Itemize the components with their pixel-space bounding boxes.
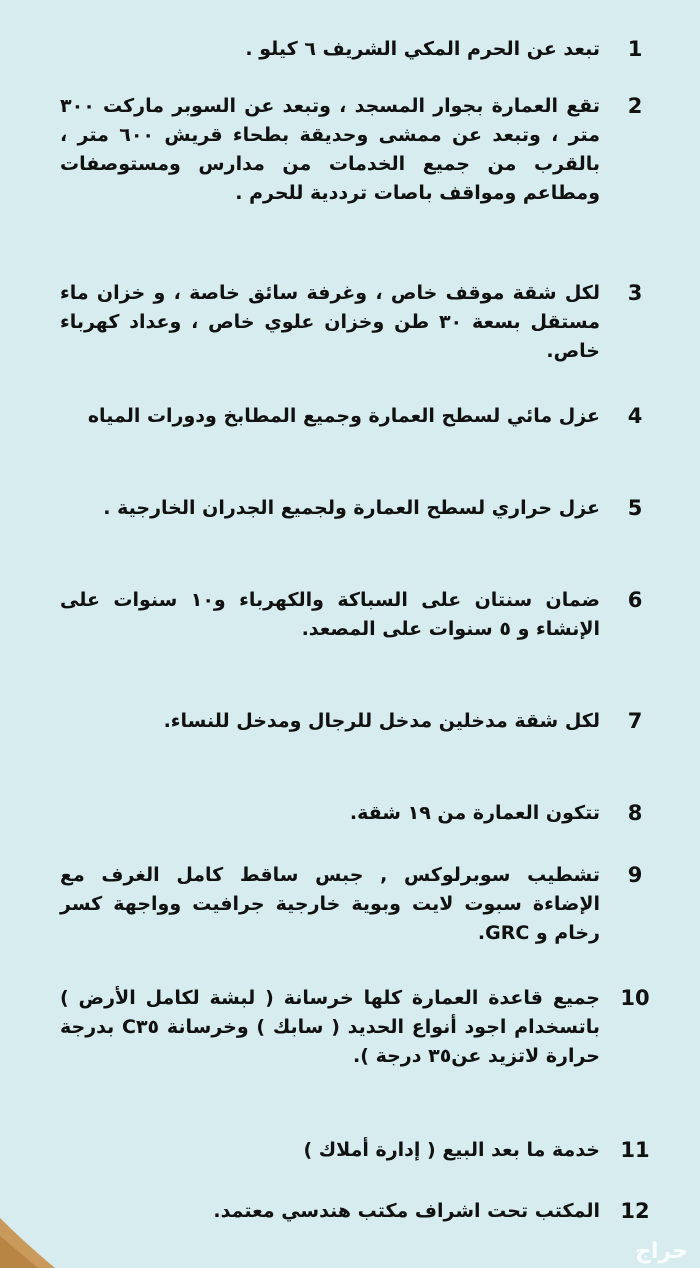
list-item <box>60 586 670 644</box>
list-item <box>60 1197 670 1226</box>
item-number: 9 <box>627 863 643 887</box>
item-text: تبعد عن الحرم المكي الشريف ٦ كيلو . <box>245 38 600 60</box>
list-item <box>60 402 670 431</box>
list-item <box>60 707 670 736</box>
item-number: 10 <box>620 986 650 1010</box>
item-number: 2 <box>627 94 643 118</box>
item-text: تتكون العمارة من ١٩ شقة. <box>349 802 600 824</box>
list-item <box>60 35 670 64</box>
item-number: 11 <box>620 1138 650 1162</box>
item-text: جميع قاعدة العمارة كلها خرسانة ( لبشة لكامل الأرض ) باتسخدام اجود أنواع الحديد ( سابك ) وخرسانة C٣٥ بدرجة حرارة لاتزيد عن٣٥ درجة ). <box>60 987 600 1067</box>
item-text: عزل حراري لسطح العمارة ولجميع الجدران الخارجية . <box>103 497 600 519</box>
list-item <box>60 799 670 828</box>
item-text: خدمة ما بعد البيع ( إدارة أملاك ) <box>303 1139 600 1161</box>
item-number: 1 <box>627 37 643 61</box>
item-number: 8 <box>627 801 643 825</box>
item-number: 5 <box>627 496 643 520</box>
item-text: المكتب تحت اشراف مكتب هندسي معتمد. <box>213 1200 600 1222</box>
list-item <box>60 279 670 366</box>
item-text: ضمان سنتان على السباكة والكهرباء و١٠ سنوات على الإنشاء و ٥ سنوات على المصعد. <box>60 589 600 640</box>
item-text: لكل شقة مدخلين مدخل للرجال ومدخل للنساء. <box>163 710 600 732</box>
list-item <box>60 984 670 1071</box>
item-number: 6 <box>627 588 643 612</box>
list-item <box>60 92 670 208</box>
list-item <box>60 861 670 948</box>
item-text: تقع العمارة بجوار المسجد ، وتبعد عن السوبر ماركت ٣٠٠ متر ، وتبعد عن ممشى وحديقة بطحاء قريش ٦٠٠ متر ، بالقرب من جميع الخدمات من مدارس ومستوصفات ومطاعم ومواقف باصات ترددية للحرم . <box>60 95 600 204</box>
item-text: عزل مائي لسطح العمارة وجميع المطابخ ودورات المياه <box>87 405 600 427</box>
corner-swoosh-decoration <box>0 1198 60 1268</box>
list-item <box>60 1136 670 1165</box>
item-number: 4 <box>627 404 643 428</box>
list-item <box>60 494 670 523</box>
item-number: 12 <box>620 1199 650 1223</box>
watermark: حراج <box>635 1239 688 1264</box>
item-number: 3 <box>627 281 643 305</box>
item-number: 7 <box>627 709 643 733</box>
item-text: تشطيب سوبرلوكس , جبس ساقط كامل الغرف مع الإضاءة سبوت لايت وبوية خارجية جرافيت وواجهة كسر رخام و GRC. <box>60 864 600 944</box>
item-text: لكل شقة موقف خاص ، وغرفة سائق خاصة ، و خزان ماء مستقل بسعة ٣٠ طن وخزان علوي خاص ، وعداد كهرباء خاص. <box>60 282 600 362</box>
